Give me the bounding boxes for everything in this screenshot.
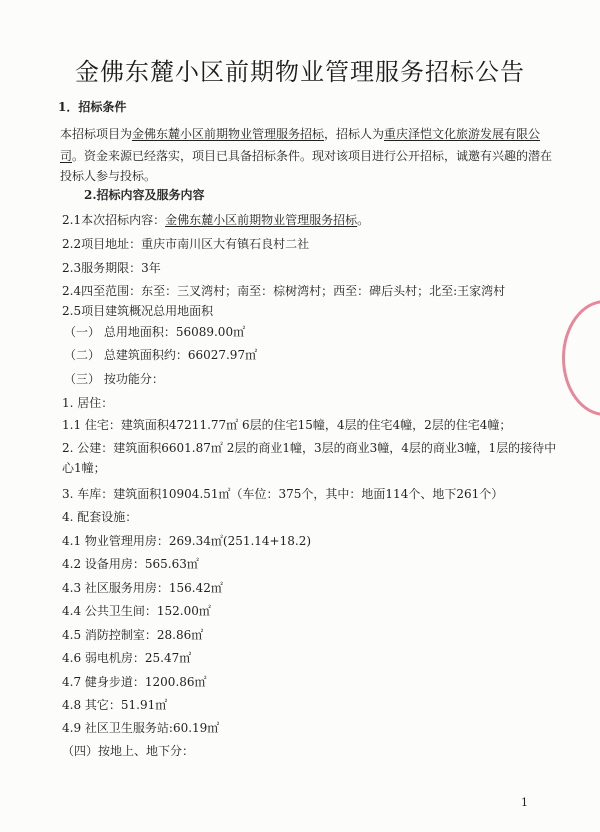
paragraph-1-line-3: 投标人参与投标。 bbox=[60, 169, 157, 183]
section-2-heading: 2.招标内容及服务内容 bbox=[84, 188, 205, 202]
item-by-function: （三） 按功能分： bbox=[64, 372, 164, 386]
facility-4-7: 4.7 健身步道：1200.86㎡ bbox=[62, 675, 207, 689]
facility-4-8: 4.8 其它：51.91㎡ bbox=[62, 698, 168, 712]
item-2-5: 2.5项目建筑概况总用地面积 bbox=[62, 304, 214, 318]
tenderer-name: 重庆泽恺文化旅游发展有限公 bbox=[384, 127, 541, 141]
page-title: 金佛东麓小区前期物业管理服务招标公告 bbox=[75, 58, 525, 86]
item-total-land-area: （一） 总用地面积：56089.00㎡ bbox=[64, 325, 246, 339]
section-1-heading: 1．招标条件 bbox=[58, 100, 127, 114]
item-2-3: 2.3服务期限：3年 bbox=[62, 261, 161, 275]
item-residential: 1. 居住： bbox=[62, 396, 114, 410]
seal-stamp bbox=[562, 300, 600, 416]
item-public-building-line-1: 2. 公建：建筑面积6601.87㎡ 2层的商业1幢，3层的商业3幢，4层的商业3幢，1层的接待中 bbox=[62, 441, 557, 455]
facility-4-9: 4.9 社区卫生服务站:60.19㎡ bbox=[62, 721, 220, 735]
facility-4-5: 4.5 消防控制室：28.86㎡ bbox=[62, 628, 204, 642]
facility-4-4: 4.4 公共卫生间：152.00㎡ bbox=[62, 604, 211, 618]
item-2-2: 2.2项目地址：重庆市南川区大有镇石良村二社 bbox=[62, 237, 310, 251]
facility-4-3: 4.3 社区服务用房：156.42㎡ bbox=[62, 581, 223, 595]
item-public-building-line-2: 心1幢； bbox=[62, 461, 106, 475]
page-number: 1 bbox=[521, 796, 528, 809]
item-residential-1-1: 1.1 住宅：建筑面积47211.77㎡ 6层的住宅15幢，4层的住宅4幢，2层的住宅4幢； bbox=[62, 418, 512, 432]
item-2-4: 2.4四至范围：东至：三叉湾村；南至：棕树湾村；西至：碑后头村；北至:王家湾村 bbox=[62, 284, 506, 298]
paragraph-1-line-2: 司。资金来源已经落实，项目已具备招标条件。现对该项目进行公开招标，诚邀有兴趣的潜在 bbox=[60, 149, 553, 163]
item-garage: 3. 车库：建筑面积10904.51㎡（车位：375个，其中：地面114个、地下261个） bbox=[62, 487, 504, 501]
item-above-below-ground: （四）按地上、地下分： bbox=[62, 744, 195, 758]
facility-4-1: 4.1 物业管理用房：269.34㎡(251.14+18.2) bbox=[62, 534, 312, 548]
facility-4-2: 4.2 设备用房：565.63㎡ bbox=[62, 557, 199, 571]
paragraph-1-line-1: 本招标项目为金佛东麓小区前期物业管理服务招标，招标人为重庆泽恺文化旅游发展有限公 bbox=[60, 127, 541, 141]
facility-4-6: 4.6 弱电机房：25.47㎡ bbox=[62, 651, 192, 665]
item-2-1: 2.1本次招标内容：金佛东麓小区前期物业管理服务招标。 bbox=[62, 213, 370, 227]
item-total-building-area: （二） 总建筑面积约：66027.97㎡ bbox=[64, 348, 258, 362]
item-facilities: 4. 配套设施： bbox=[62, 510, 138, 524]
project-name-link: 金佛东麓小区前期物业管理服务招标 bbox=[132, 127, 325, 141]
